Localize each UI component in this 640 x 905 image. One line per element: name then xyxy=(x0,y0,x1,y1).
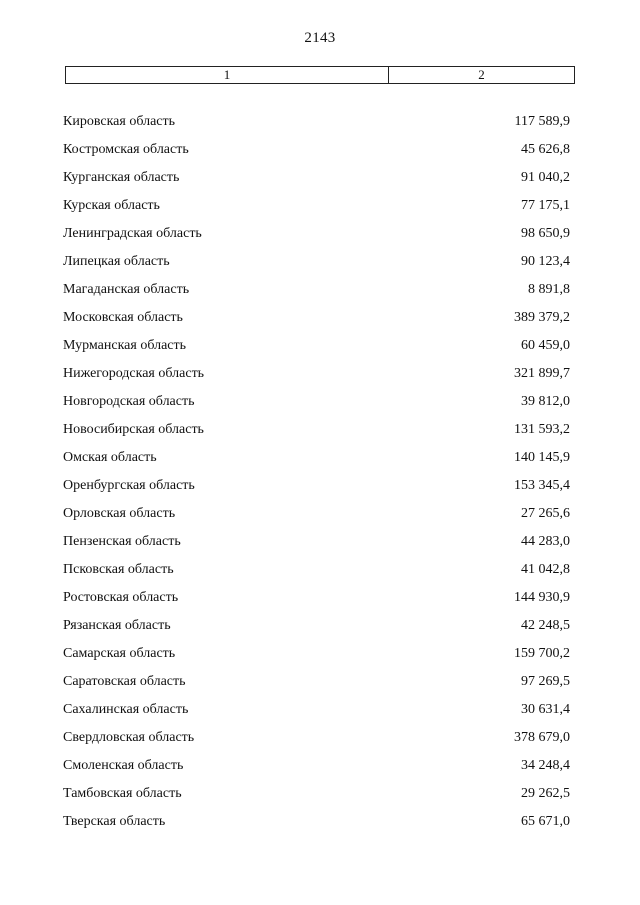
region-name: Тверская область xyxy=(63,814,166,829)
region-name: Самарская область xyxy=(63,646,176,661)
table-row xyxy=(63,416,570,444)
table-row xyxy=(63,388,570,416)
region-name: Саратовская область xyxy=(63,674,186,689)
region-value: 8 891,8 xyxy=(528,282,570,297)
region-name: Курская область xyxy=(63,198,160,213)
region-name: Новосибирская область xyxy=(63,422,204,437)
region-value: 45 626,8 xyxy=(521,142,570,157)
region-value: 378 679,0 xyxy=(514,730,570,745)
table-row xyxy=(63,612,570,640)
region-name: Кировская область xyxy=(63,114,176,129)
page-number: 2143 xyxy=(304,30,336,46)
region-name: Липецкая область xyxy=(63,254,170,269)
table-row xyxy=(63,696,570,724)
column-header-2: 2 xyxy=(478,67,485,82)
table-row xyxy=(63,752,570,780)
region-name: Московская область xyxy=(63,310,183,325)
table-row xyxy=(63,668,570,696)
region-value: 97 269,5 xyxy=(521,674,570,689)
region-name: Магаданская область xyxy=(63,282,190,297)
region-name: Смоленская область xyxy=(63,758,184,773)
region-value: 65 671,0 xyxy=(521,814,570,829)
region-value: 27 265,6 xyxy=(521,506,570,521)
table-row xyxy=(63,444,570,472)
region-value: 60 459,0 xyxy=(521,338,570,353)
region-name: Свердловская область xyxy=(63,730,195,745)
region-value: 77 175,1 xyxy=(521,198,570,213)
region-name: Нижегородская область xyxy=(63,366,205,381)
table-row xyxy=(63,164,570,192)
region-value: 321 899,7 xyxy=(514,366,570,381)
table-row xyxy=(63,332,570,360)
region-value: 131 593,2 xyxy=(514,422,570,437)
table-row xyxy=(63,360,570,388)
region-name: Тамбовская область xyxy=(63,786,182,801)
region-value: 140 145,9 xyxy=(514,450,570,465)
table-row xyxy=(63,556,570,584)
region-name: Костромская область xyxy=(63,142,189,157)
region-name: Омская область xyxy=(63,450,157,465)
region-name: Орловская область xyxy=(63,506,176,521)
region-name: Ростовская область xyxy=(63,590,179,605)
table-row xyxy=(63,584,570,612)
region-name: Оренбургская область xyxy=(63,478,195,493)
region-name: Псковская область xyxy=(63,562,174,577)
region-value: 41 042,8 xyxy=(521,562,570,577)
table-row xyxy=(63,136,570,164)
region-value: 159 700,2 xyxy=(514,646,570,661)
region-name: Курганская область xyxy=(63,170,180,185)
region-value: 90 123,4 xyxy=(521,254,570,269)
region-value: 389 379,2 xyxy=(514,310,570,325)
region-name: Пензенская область xyxy=(63,534,181,549)
region-value: 39 812,0 xyxy=(521,394,570,409)
table-row xyxy=(63,276,570,304)
region-name: Новгородская область xyxy=(63,394,195,409)
table-row xyxy=(63,640,570,668)
region-value: 34 248,4 xyxy=(521,758,570,773)
table-row xyxy=(63,724,570,752)
region-name: Ленинградская область xyxy=(63,226,202,241)
region-value: 117 589,9 xyxy=(514,114,570,129)
table-row xyxy=(63,500,570,528)
table-row xyxy=(63,108,570,136)
column-header-table xyxy=(65,66,575,84)
region-value: 144 930,9 xyxy=(514,590,570,605)
table-row xyxy=(63,472,570,500)
table-row xyxy=(63,220,570,248)
table-row xyxy=(63,808,570,836)
region-value: 91 040,2 xyxy=(521,170,570,185)
region-value: 30 631,4 xyxy=(521,702,570,717)
region-name: Сахалинская область xyxy=(63,702,189,717)
region-list xyxy=(63,108,570,836)
column-header-1: 1 xyxy=(66,67,389,83)
region-value: 98 650,9 xyxy=(521,226,570,241)
table-row xyxy=(63,192,570,220)
region-value: 44 283,0 xyxy=(521,534,570,549)
region-value: 29 262,5 xyxy=(521,786,570,801)
table-row xyxy=(63,528,570,556)
region-value: 153 345,4 xyxy=(514,478,570,493)
region-name: Рязанская область xyxy=(63,618,171,633)
table-row xyxy=(63,248,570,276)
region-name: Мурманская область xyxy=(63,338,187,353)
table-row xyxy=(63,780,570,808)
table-row xyxy=(63,304,570,332)
region-value: 42 248,5 xyxy=(521,618,570,633)
